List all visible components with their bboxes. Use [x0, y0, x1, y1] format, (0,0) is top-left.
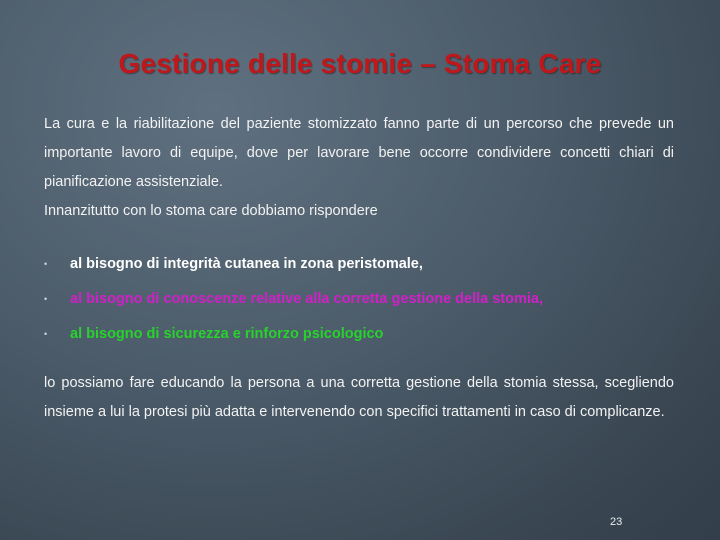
bullet-list — [44, 250, 680, 355]
intro-paragraph: La cura e la riabilitazione del paziente stomizzato fanno parte di un percorso che prevede un importante lavoro di equipe, dove per lavorare bene occorre condividere concetti chiari di pianificazione assistenziale. — [44, 116, 674, 190]
page-number: 23 — [610, 516, 623, 528]
bullet-dot-icon: • — [44, 294, 48, 304]
bullet-dot-icon: • — [44, 329, 48, 339]
bullet-item — [44, 320, 680, 355]
bullet-item — [44, 250, 680, 285]
lead-sentence: Innanzitutto con lo stoma care dobbiamo rispondere — [44, 203, 378, 219]
bullet-item — [44, 285, 680, 320]
slide-title: Gestione delle stomie – Stoma Care — [118, 48, 602, 79]
bullet-text: al bisogno di sicurezza e rinforzo psicologico — [70, 326, 384, 342]
bullet-text: al bisogno di integrità cutanea in zona peristomale, — [70, 256, 423, 272]
outro-paragraph: lo possiamo fare educando la persona a una corretta gestione della stomia stessa, scegliendo insieme a lui la protesi più adatta e intervenendo con specifici trattamenti in caso di complicanze. — [44, 375, 674, 420]
bullet-text: al bisogno di conoscenze relative alla corretta gestione della stomia, — [70, 291, 544, 307]
bullet-dot-icon: • — [44, 259, 48, 269]
